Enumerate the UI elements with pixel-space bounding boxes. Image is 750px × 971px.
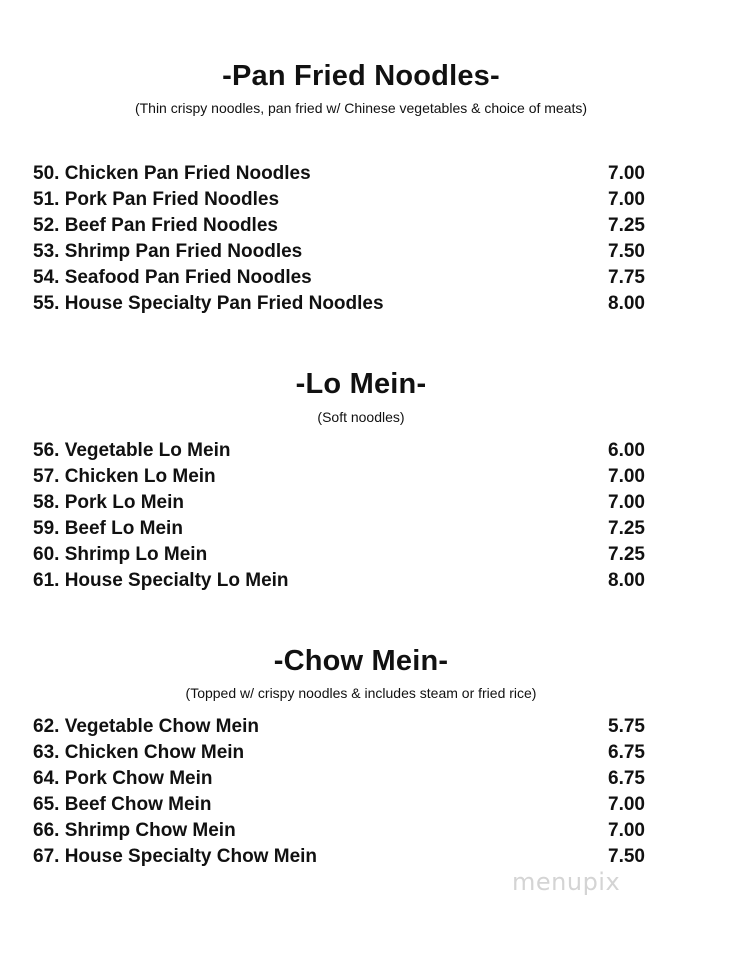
item-name: 51. Pork Pan Fried Noodles: [33, 189, 280, 210]
item-price: 7.25: [608, 518, 645, 539]
item-name: 66. Shrimp Chow Mein: [33, 820, 236, 841]
item-name: 64. Pork Chow Mein: [33, 768, 213, 789]
menupix-watermark: menupix: [512, 868, 621, 896]
item-name: 67. House Specialty Chow Mein: [33, 846, 318, 867]
menu-item-list: [33, 714, 645, 870]
menu-item: [33, 568, 645, 594]
menu-item: [33, 239, 645, 265]
item-name: 50. Chicken Pan Fried Noodles: [33, 163, 311, 184]
item-name: 53. Shrimp Pan Fried Noodles: [33, 241, 303, 262]
item-price: 7.00: [608, 163, 645, 184]
menu-item: [33, 490, 645, 516]
item-price: 7.75: [608, 267, 645, 288]
menu-item: [33, 161, 645, 187]
menu-item: [33, 187, 645, 213]
item-price: 8.00: [608, 570, 645, 591]
item-name: 52. Beef Pan Fried Noodles: [33, 215, 278, 236]
item-price: 8.00: [608, 293, 645, 314]
item-price: 7.25: [608, 544, 645, 565]
item-name: 58. Pork Lo Mein: [33, 492, 184, 513]
menu-item: [33, 740, 645, 766]
menu-item-list: [33, 438, 645, 594]
item-price: 6.00: [608, 440, 645, 461]
item-price: 7.00: [608, 466, 645, 487]
menu-item: [33, 844, 645, 870]
menu-item: [33, 438, 645, 464]
menu-item: [33, 542, 645, 568]
item-name: 57. Chicken Lo Mein: [33, 466, 216, 487]
item-name: 56. Vegetable Lo Mein: [33, 440, 231, 461]
menu-item: [33, 714, 645, 740]
item-price: 5.75: [608, 716, 645, 737]
item-name: 63. Chicken Chow Mein: [33, 742, 245, 763]
item-name: 62. Vegetable Chow Mein: [33, 716, 259, 737]
menu-item: [33, 766, 645, 792]
item-price: 7.00: [608, 794, 645, 815]
item-name: 61. House Specialty Lo Mein: [33, 570, 289, 591]
menu-item: [33, 265, 645, 291]
item-name: 65. Beef Chow Mein: [33, 794, 212, 815]
menu-item: [33, 213, 645, 239]
item-name: 55. House Specialty Pan Fried Noodles: [33, 293, 384, 314]
section-title: -Chow Mein-: [273, 645, 449, 677]
item-name: 59. Beef Lo Mein: [33, 518, 183, 539]
section-subtitle: (Thin crispy noodles, pan fried w/ Chinese vegetables & choice of meats): [134, 100, 588, 116]
item-price: 6.75: [608, 742, 645, 763]
menu-item: [33, 818, 645, 844]
item-name: 60. Shrimp Lo Mein: [33, 544, 208, 565]
menu-item-list: [33, 161, 645, 317]
section-title: -Lo Mein-: [295, 368, 427, 400]
menu-item: [33, 516, 645, 542]
item-price: 6.75: [608, 768, 645, 789]
section-subtitle: (Topped w/ crispy noodles & includes steam or fried rice): [185, 685, 537, 701]
section-title: -Pan Fried Noodles-: [222, 60, 500, 92]
section-subtitle: (Soft noodles): [317, 409, 405, 425]
menu-item: [33, 464, 645, 490]
item-price: 7.50: [608, 241, 645, 262]
menu-item: [33, 291, 645, 317]
item-price: 7.00: [608, 820, 645, 841]
menu-item: [33, 792, 645, 818]
item-name: 54. Seafood Pan Fried Noodles: [33, 267, 312, 288]
item-price: 7.00: [608, 189, 645, 210]
item-price: 7.50: [608, 846, 645, 867]
item-price: 7.00: [608, 492, 645, 513]
item-price: 7.25: [608, 215, 645, 236]
